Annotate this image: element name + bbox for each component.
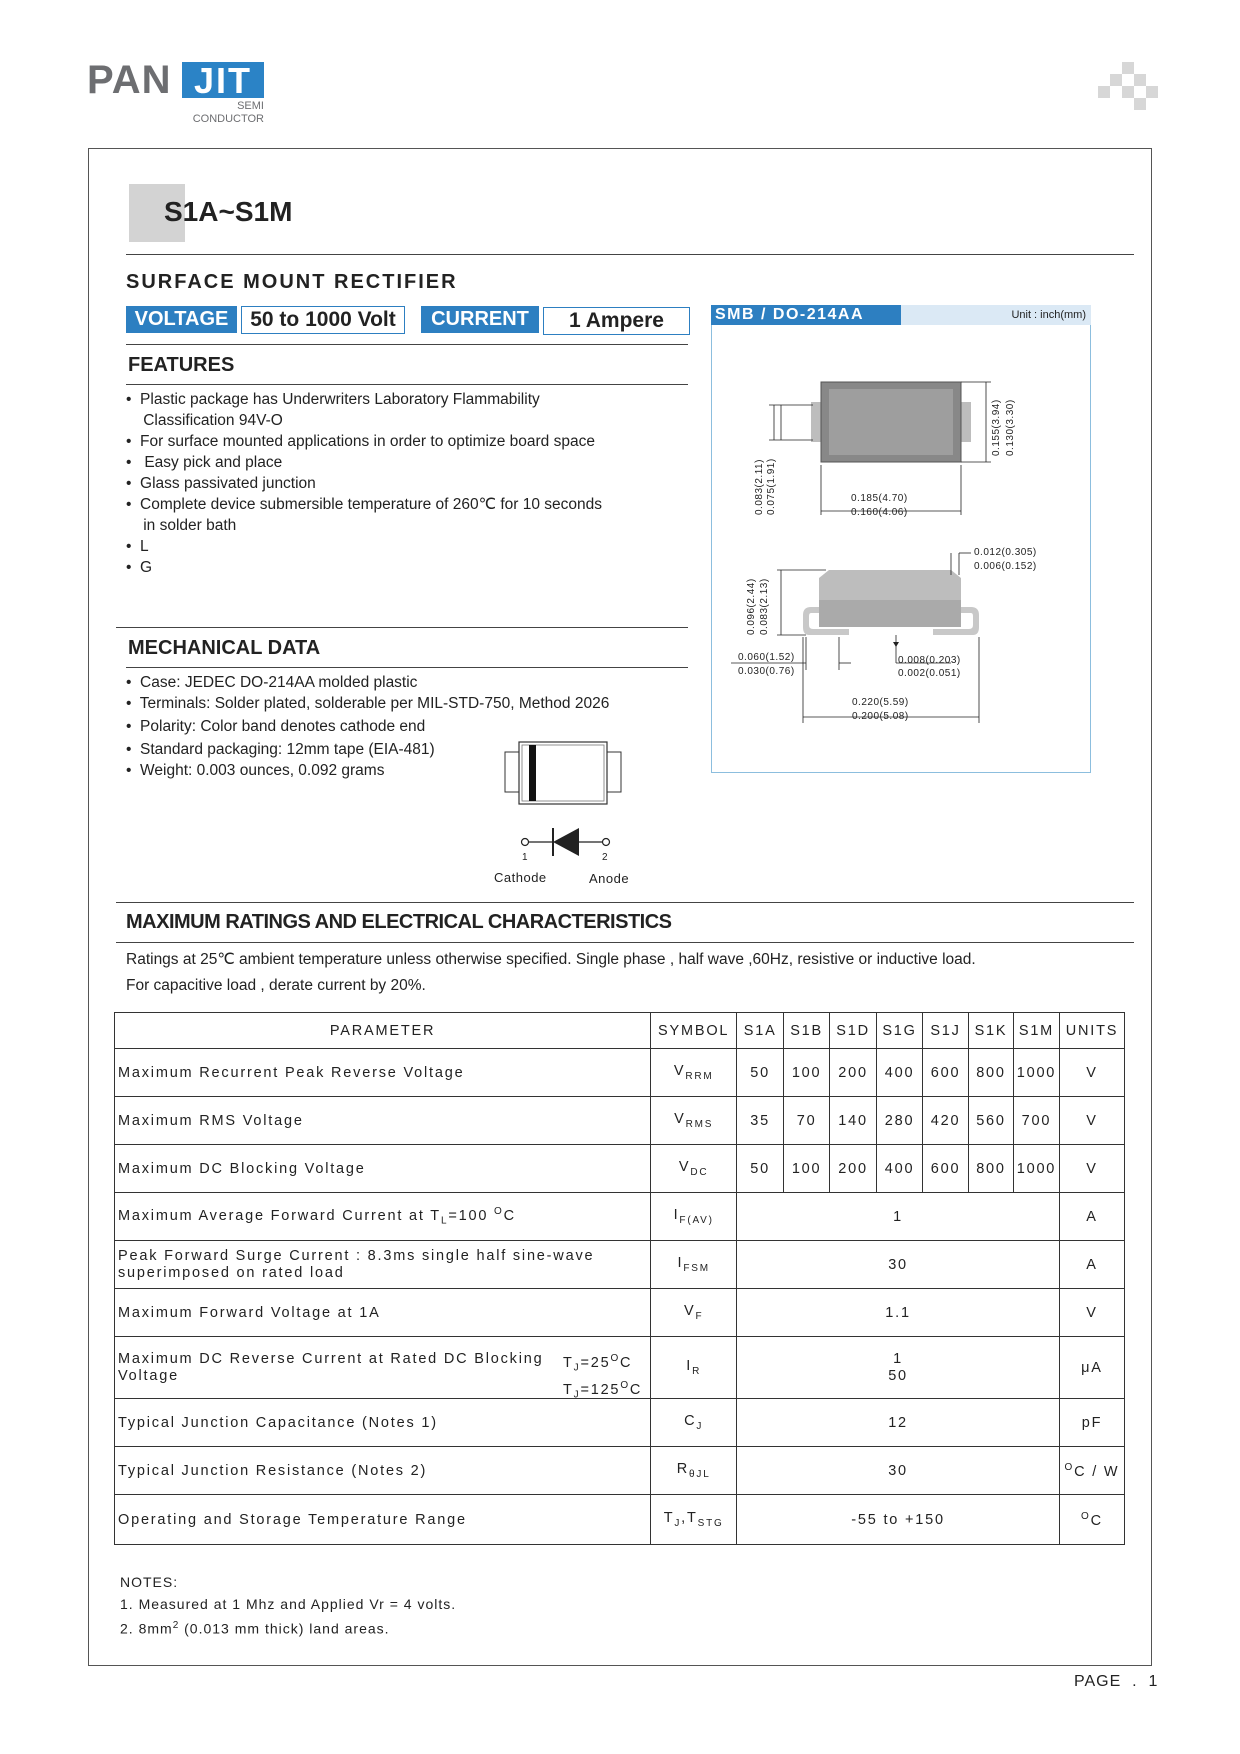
- symbol-cell: [651, 1289, 737, 1337]
- note-2: [120, 1615, 456, 1640]
- condition-line: [563, 1377, 642, 1404]
- feature-item: • L: [126, 538, 149, 555]
- symbol: V: [673, 1063, 686, 1080]
- symbol-cell: [651, 1399, 737, 1447]
- value-cell: 140: [830, 1097, 877, 1145]
- header-cell: UNITS: [1059, 1013, 1124, 1049]
- ratings-note-2: For capacitive load , derate current by 20%.: [126, 977, 426, 994]
- value-cell: 800: [969, 1049, 1014, 1097]
- header-cell: S1D: [830, 1013, 877, 1049]
- value-cell: 50: [737, 1049, 784, 1097]
- divider: [126, 384, 688, 385]
- table-row: [115, 1495, 1125, 1545]
- table-row: [115, 1097, 1125, 1145]
- unit-cell: V: [1059, 1145, 1124, 1193]
- divider: [116, 942, 1134, 943]
- dim-overall-min: 0.200(5.08): [852, 711, 909, 722]
- header-cell: SYMBOL: [651, 1013, 737, 1049]
- divider: [126, 254, 1134, 255]
- divider: [126, 344, 688, 345]
- feature-item: • For surface mounted applications in order to optimize board space: [126, 433, 595, 450]
- symbol-subscript: RMS: [685, 1118, 714, 1130]
- package-unit: Unit : inch(mm): [901, 305, 1091, 325]
- feature-item: • Easy pick and place: [126, 454, 283, 471]
- mechanical-item: • Standard packaging: 12mm tape (EIA-481): [126, 741, 435, 758]
- value-cell: 400: [877, 1049, 923, 1097]
- logo-conductor: CONDUCTOR: [192, 113, 264, 125]
- ratings-note-1: Ratings at 25℃ ambient temperature unless otherwise specified. Single phase , half wave ,60Hz, resistive or inductive load.: [126, 951, 976, 968]
- param-cell: Typical Junction Capacitance (Notes 1): [115, 1399, 651, 1447]
- condition-list: [563, 1350, 642, 1403]
- dim-lead-width-max: 0.083(2.11): [754, 459, 765, 515]
- value-cell: -55 to +150: [737, 1495, 1060, 1545]
- dim-standoff-max: 0.008(0.203): [898, 655, 961, 666]
- value-cell: 1.1: [737, 1289, 1060, 1337]
- logo-semi: SEMI: [237, 100, 264, 112]
- param-text: =100: [448, 1207, 495, 1224]
- table-row: [115, 1337, 1125, 1399]
- value-cell: 30: [737, 1447, 1060, 1495]
- dim-length-min: 0.160(4.06): [851, 507, 908, 518]
- param-line: Voltage: [118, 1367, 179, 1384]
- value-cell: 1000: [1013, 1049, 1059, 1097]
- param-cell: Maximum Forward Voltage at 1A: [115, 1289, 651, 1337]
- condition-line: [563, 1350, 642, 1377]
- header-cell: S1A: [737, 1013, 784, 1049]
- param-cell: Maximum DC Blocking Voltage: [115, 1145, 651, 1193]
- dim-lead-length-min: 0.030(0.76): [738, 666, 795, 677]
- mechanical-heading: MECHANICAL DATA: [128, 637, 321, 659]
- symbol: I: [673, 1207, 680, 1224]
- value-cell: 100: [784, 1049, 830, 1097]
- feature-item: • G: [126, 559, 153, 576]
- symbol-subscript: θJL: [689, 1468, 711, 1480]
- feature-item: Classification 94V-O: [126, 412, 283, 429]
- value-cell: 50: [737, 1145, 784, 1193]
- symbol: V: [678, 1159, 691, 1176]
- param-cell: [115, 1241, 651, 1289]
- note-1: 1. Measured at 1 Mhz and Applied Vr = 4 volts.: [120, 1595, 457, 1612]
- dim-standoff-min: 0.002(0.051): [898, 668, 961, 679]
- param-cell: Maximum Recurrent Peak Reverse Voltage: [115, 1049, 651, 1097]
- value-cell: [737, 1337, 1060, 1399]
- param-cell: Maximum RMS Voltage: [115, 1097, 651, 1145]
- param-cell: [115, 1193, 651, 1241]
- degree-superscript: O: [620, 1379, 630, 1391]
- symbol: V: [674, 1111, 686, 1128]
- current-value: 1 Ampere: [543, 307, 690, 335]
- diode-symbol-icon: [513, 820, 613, 860]
- dim-width-min: 0.130(3.30): [1005, 399, 1016, 456]
- table-row: [115, 1447, 1125, 1495]
- unit-cell: A: [1059, 1193, 1124, 1241]
- anode-label: Anode: [589, 871, 630, 886]
- table-row: [115, 1145, 1125, 1193]
- mechanical-item: • Terminals: Solder plated, solderable per MIL-STD-750, Method 2026: [126, 695, 610, 712]
- value-cell: 70: [784, 1097, 830, 1145]
- symbol: C: [684, 1413, 697, 1430]
- current-label: CURRENT: [421, 306, 539, 333]
- value-cell: 200: [830, 1145, 877, 1193]
- unit-text: C / W: [1074, 1463, 1120, 1480]
- value-cell: 280: [877, 1097, 923, 1145]
- unit-cell: pF: [1059, 1399, 1124, 1447]
- dim-height-max: 0.096(2.44): [746, 578, 757, 635]
- value-cell: 420: [923, 1097, 969, 1145]
- ratings-heading: MAXIMUM RATINGS AND ELECTRICAL CHARACTERISTICS: [126, 911, 672, 933]
- symbol-subscript: F: [695, 1310, 704, 1322]
- degree-superscript: O: [610, 1353, 621, 1364]
- divider: [116, 627, 688, 628]
- cond-text: C: [629, 1381, 643, 1398]
- notes-heading: NOTES:: [120, 1574, 179, 1590]
- component-body-diagram: [503, 740, 623, 806]
- features-heading: FEATURES: [128, 354, 235, 376]
- cond-text: =25: [580, 1354, 611, 1371]
- param-cell: Operating and Storage Temperature Range: [115, 1495, 651, 1545]
- mechanical-item: • Polarity: Color band denotes cathode end: [126, 718, 426, 735]
- symbol-cell: [651, 1097, 737, 1145]
- logo-jit: JIT: [182, 62, 264, 98]
- symbol-subscript: J: [696, 1420, 704, 1432]
- degree-superscript: O: [1064, 1461, 1075, 1473]
- dim-height-min: 0.083(2.13): [759, 578, 770, 635]
- unit-cell: [1059, 1447, 1124, 1495]
- dim-lead-length-max: 0.060(1.52): [738, 652, 795, 663]
- symbol-subscript: J: [674, 1517, 682, 1529]
- symbol: V: [683, 1303, 696, 1320]
- value-cell: 1000: [1013, 1145, 1059, 1193]
- value-cell: 800: [969, 1145, 1014, 1193]
- symbol-subscript: STG: [697, 1517, 724, 1529]
- cond-text: C: [620, 1354, 633, 1371]
- header-cell: PARAMETER: [115, 1013, 651, 1049]
- symbol: R: [676, 1461, 690, 1478]
- unit-cell: A: [1059, 1241, 1124, 1289]
- header-cell: S1J: [923, 1013, 969, 1049]
- notes: [120, 1572, 456, 1640]
- mechanical-item: • Weight: 0.003 ounces, 0.092 grams: [126, 762, 385, 779]
- mosaic-icon: [1098, 62, 1158, 122]
- symbol: I: [686, 1358, 693, 1375]
- table-row: [115, 1049, 1125, 1097]
- symbol-cell: [651, 1447, 737, 1495]
- value-line: 50: [888, 1367, 908, 1384]
- value-cell: 200: [830, 1049, 877, 1097]
- features-list: [126, 389, 602, 578]
- cathode-label: Cathode: [494, 870, 547, 885]
- param-subscript: L: [440, 1215, 449, 1227]
- unit-cell: V: [1059, 1049, 1124, 1097]
- header-cell: S1M: [1013, 1013, 1059, 1049]
- table-row: [115, 1289, 1125, 1337]
- cond-subscript: J: [573, 1362, 581, 1374]
- value-cell: 600: [923, 1145, 969, 1193]
- unit-cell: V: [1059, 1289, 1124, 1337]
- param-line: superimposed on rated load: [118, 1264, 345, 1281]
- table-row: [115, 1193, 1125, 1241]
- feature-item: • Plastic package has Underwriters Laboratory Flammability: [126, 391, 540, 408]
- dim-width-max: 0.155(3.94): [991, 399, 1002, 456]
- unit-cell: [1059, 1495, 1124, 1545]
- cond-text: T: [562, 1354, 574, 1371]
- param-text: Maximum Average Forward Current at T: [118, 1207, 441, 1224]
- value-cell: 560: [969, 1097, 1014, 1145]
- value-line: 1: [893, 1350, 903, 1367]
- value-cell: 1: [737, 1193, 1060, 1241]
- symbol-cell: [651, 1049, 737, 1097]
- value-cell: 12: [737, 1399, 1060, 1447]
- feature-item: • Complete device submersible temperature of 260℃ for 10 seconds: [126, 496, 603, 513]
- symbol-cell: [651, 1241, 737, 1289]
- page-title: S1A~S1M: [164, 196, 293, 227]
- value-cell: 100: [784, 1145, 830, 1193]
- symbol-cell: [651, 1495, 737, 1545]
- divider: [116, 902, 1134, 903]
- param-cell: Typical Junction Resistance (Notes 2): [115, 1447, 651, 1495]
- subtitle: SURFACE MOUNT RECTIFIER: [126, 271, 458, 293]
- value-cell: 400: [877, 1145, 923, 1193]
- param-line: Peak Forward Surge Current : 8.3ms single half sine-wave: [118, 1247, 595, 1264]
- unit-cell: V: [1059, 1097, 1124, 1145]
- unit-text: C: [1090, 1512, 1103, 1529]
- table-row: [115, 1241, 1125, 1289]
- mechanical-item: • Case: JEDEC DO-214AA molded plastic: [126, 674, 418, 691]
- pin-2-label: 2: [602, 852, 608, 863]
- value-cell: 700: [1013, 1097, 1059, 1145]
- symbol-subscript: F(AV): [679, 1214, 714, 1226]
- page-number: PAGE . 1: [1074, 1673, 1159, 1690]
- degree-superscript: O: [494, 1206, 504, 1218]
- cond-text: =125: [580, 1381, 621, 1398]
- symbol: T: [663, 1510, 675, 1527]
- header-cell: S1K: [969, 1013, 1014, 1049]
- feature-item: • Glass passivated junction: [126, 475, 316, 492]
- symbol-subscript: RRM: [685, 1070, 714, 1082]
- param-cell: [115, 1337, 651, 1399]
- ratings-table: [114, 1012, 1125, 1545]
- symbol-cell: [651, 1193, 737, 1241]
- symbol: ,T: [681, 1510, 698, 1527]
- dim-lead-width-min: 0.075(1.91): [766, 458, 777, 515]
- param-text: C: [503, 1207, 516, 1224]
- note-text: (0.013 mm thick) land areas.: [179, 1620, 390, 1637]
- symbol-cell: [651, 1337, 737, 1399]
- package-name: SMB / DO-214AA: [711, 305, 901, 325]
- value-cell: 30: [737, 1241, 1060, 1289]
- param-line: Maximum DC Reverse Current at Rated DC Blocking: [118, 1350, 544, 1367]
- dim-lead-thick-max: 0.012(0.305): [974, 547, 1037, 558]
- cond-text: T: [562, 1381, 574, 1398]
- cond-subscript: J: [573, 1389, 581, 1401]
- header-cell: S1G: [877, 1013, 923, 1049]
- symbol-cell: [651, 1145, 737, 1193]
- dim-overall-max: 0.220(5.59): [852, 697, 909, 708]
- pin-1-label: 1: [522, 852, 528, 863]
- note-superscript: 2: [172, 1620, 180, 1631]
- value-cell: 600: [923, 1049, 969, 1097]
- symbol: I: [677, 1255, 684, 1272]
- dim-lead-thick-min: 0.006(0.152): [974, 561, 1037, 572]
- unit-cell: μA: [1059, 1337, 1124, 1399]
- symbol-subscript: R: [692, 1365, 702, 1377]
- voltage-label: VOLTAGE: [126, 306, 237, 333]
- voltage-value: 50 to 1000 Volt: [241, 306, 405, 334]
- symbol-subscript: FSM: [683, 1262, 710, 1274]
- symbol-subscript: DC: [690, 1166, 709, 1178]
- note-text: 2. 8mm: [120, 1620, 173, 1637]
- degree-superscript: O: [1081, 1510, 1091, 1522]
- divider: [126, 667, 688, 668]
- feature-item: in solder bath: [126, 517, 237, 534]
- logo-pan: PAN: [87, 58, 172, 102]
- dim-length-max: 0.185(4.70): [851, 493, 908, 504]
- table-row: [115, 1399, 1125, 1447]
- value-cell: 35: [737, 1097, 784, 1145]
- table-header-row: [115, 1013, 1125, 1049]
- header-cell: S1B: [784, 1013, 830, 1049]
- logo-subtitle: [182, 100, 264, 126]
